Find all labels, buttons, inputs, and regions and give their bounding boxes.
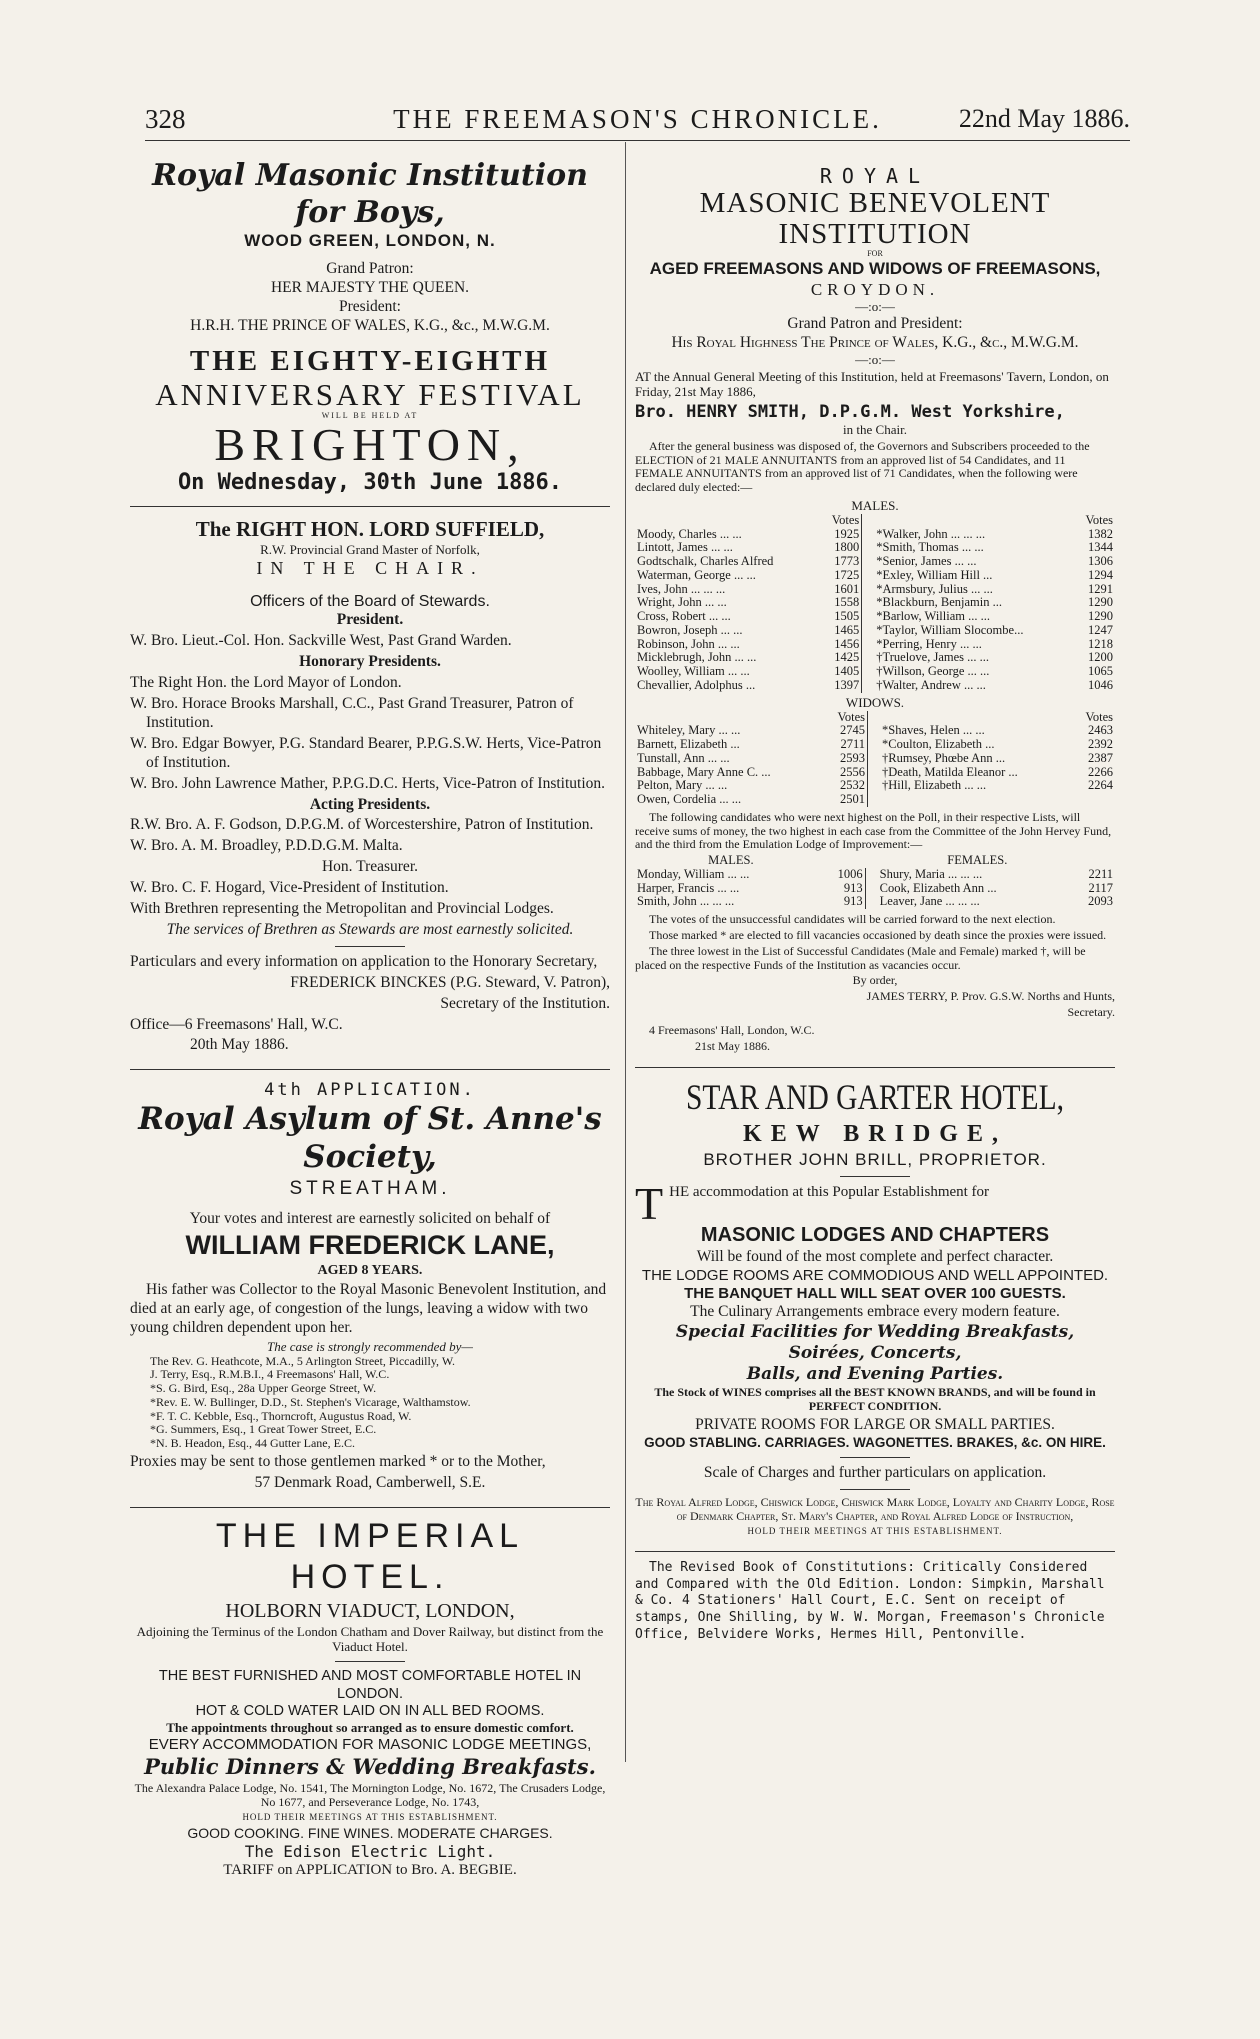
star-found: Will be found of the most complete and perfect character. bbox=[696, 1247, 1054, 1265]
candidate-name: Ives, John ... ... ... bbox=[637, 581, 726, 596]
star-scale: Scale of Charges and further particulars on application. bbox=[703, 1464, 1047, 1482]
president-entry: W. Bro. Lieut.-Col. Hon. Sackville West, Past Grand Warden. bbox=[130, 632, 512, 650]
recommender: *S. G. Bird, Esq., 28a Upper George Street, W. bbox=[150, 1381, 377, 1396]
signer-name: JAMES TERRY, P. Prov. G.S.W. Norths and Hunts, bbox=[866, 989, 1115, 1004]
candidate-name: *Barlow, William ... ... bbox=[876, 609, 991, 624]
boys-location: WOOD GREEN, LONDON, N. bbox=[244, 231, 496, 251]
particulars: Particulars and every information on application to the Honorary Secretary, bbox=[130, 952, 598, 970]
candidate-name: *Blackburn, Benjamin ... bbox=[876, 595, 1002, 610]
candidate-votes: 1558 bbox=[834, 595, 860, 610]
asylum-title: Royal Asylum of St. Anne's Society, bbox=[138, 1101, 602, 1175]
grand-patron-label: Grand Patron: bbox=[326, 259, 414, 277]
table-row bbox=[635, 555, 1115, 569]
royal-heading: ROYAL bbox=[819, 164, 931, 188]
will-be-held: WILL BE HELD AT bbox=[321, 411, 419, 421]
president-label: President: bbox=[339, 297, 401, 315]
lowest-note: The three lowest in the List of Successful Candidates (Male and Female) marked †, will be placed on the respective Funds of the Institution as vacancies occur. bbox=[635, 943, 1086, 972]
drop-cap: T bbox=[635, 1178, 664, 1230]
boys-title: Royal Masonic Institution for Boys, bbox=[152, 158, 588, 230]
candidate-name: Robinson, John ... ... bbox=[637, 636, 740, 651]
candidate-name: Wright, John ... ... bbox=[637, 595, 727, 610]
marked-note: Those marked * are elected to fill vacancies occasioned by death since the proxies were issued. bbox=[649, 927, 1107, 942]
table-row bbox=[635, 610, 1115, 624]
meeting-notice: AT the Annual General Meeting of this Institution, held at Freemasons' Tavern, London, on Friday, 21st May 1886, bbox=[635, 369, 1109, 400]
table-row bbox=[635, 596, 1115, 610]
unsuccessful-note: The votes of the unsuccessful candidates will be carried forward to the next election. bbox=[649, 912, 1056, 927]
candidate-votes: 2556 bbox=[840, 764, 866, 779]
candidate-name: *Taylor, William Slocombe... bbox=[876, 622, 1024, 637]
festival-line2: ANNIVERSARY FESTIVAL bbox=[155, 376, 585, 412]
star-lodges-list: The Royal Alfred Lodge, Chiswick Lodge, Chiswick Mark Lodge, Loyalty and Charity Lodge, Rose of Denmark Chapter, St. Mary's Chapter, and Royal Alfred Lodge of Instruction, bbox=[635, 1495, 1115, 1523]
candidate-votes: 2117 bbox=[1088, 880, 1113, 895]
benevolent-institution-ad bbox=[635, 164, 1115, 1053]
festival-place: BRIGHTON, bbox=[214, 419, 526, 471]
benevolent-for: FOR bbox=[867, 249, 883, 259]
table-header bbox=[635, 514, 1115, 528]
imperial-accommodation: EVERY ACCOMMODATION FOR MASONIC LODGE MEETINGS, bbox=[148, 1736, 592, 1754]
imperial-best: THE BEST FURNISHED AND MOST COMFORTABLE HOTEL IN LONDON. bbox=[158, 1668, 582, 1702]
candidate-votes: 1306 bbox=[1088, 554, 1113, 569]
benevolent-patron: His Royal Highness The Prince of Wales, K.G., &c., M.W.G.M. bbox=[671, 334, 1079, 352]
recommended-by: The case is strongly recommended by— bbox=[267, 1338, 473, 1354]
candidate-name: †Hill, Elizabeth ... ... bbox=[882, 778, 987, 793]
divider bbox=[335, 946, 405, 947]
candidate-votes: 1925 bbox=[834, 526, 860, 541]
candidate-name: Cook, Elizabeth Ann ... bbox=[879, 880, 997, 895]
females-label: FEMALES. bbox=[947, 853, 1008, 868]
recommender: *N. B. Headon, Esq., 44 Gutter Lane, E.C. bbox=[150, 1436, 355, 1451]
star-lodges-meetings: HOLD THEIR MEETINGS AT THIS ESTABLISHMENT. bbox=[747, 1525, 1003, 1536]
table-row bbox=[635, 583, 1115, 597]
candidate-name: Godtschalk, Charles Alfred bbox=[637, 554, 774, 569]
candidate-age: AGED 8 YEARS. bbox=[317, 1262, 423, 1278]
candidate-name: Barnett, Elizabeth ... bbox=[637, 737, 740, 752]
divider-ornament: —:o:— bbox=[855, 352, 895, 368]
table-row bbox=[635, 793, 1115, 807]
treasurer-heading: Hon. Treasurer. bbox=[321, 858, 418, 876]
males-label: MALES. bbox=[708, 853, 754, 868]
candidate-name: *Shaves, Helen ... ... bbox=[882, 723, 985, 738]
application-number: 4th APPLICATION. bbox=[264, 1080, 476, 1101]
table-row bbox=[635, 679, 1115, 693]
candidate-votes: 1247 bbox=[1088, 622, 1113, 637]
divider bbox=[635, 1551, 1115, 1552]
divider bbox=[840, 1489, 910, 1490]
hon-president: W. Bro. John Lawrence Mather, P.P.G.D.C. Herts, Vice-Patron of Institution. bbox=[130, 774, 606, 792]
imperial-location: HOLBORN VIADUCT, LONDON, bbox=[225, 1599, 515, 1622]
candidate-name: Cross, Robert ... ... bbox=[637, 609, 731, 624]
boys-institution-ad bbox=[130, 158, 610, 1055]
chair-title: R.W. Provincial Grand Master of Norfolk, bbox=[260, 541, 480, 557]
candidate-votes: 1291 bbox=[1088, 581, 1113, 596]
asylum-intro: Your votes and interest are earnestly solicited on behalf of bbox=[189, 1209, 551, 1227]
benevolent-title: MASONIC BENEVOLENT INSTITUTION bbox=[699, 187, 1051, 250]
left-column bbox=[130, 150, 610, 1879]
festival-date: On Wednesday, 30th June 1886. bbox=[177, 469, 563, 495]
recommender: The Rev. G. Heathcote, M.A., 5 Arlington Street, Piccadilly, W. bbox=[150, 1353, 456, 1368]
candidate-votes: 1200 bbox=[1088, 650, 1113, 665]
candidate-name: *Walker, John ... ... ... bbox=[876, 526, 986, 541]
table-row bbox=[635, 895, 1115, 909]
imperial-dinners: Public Dinners & Wedding Breakfasts. bbox=[144, 1754, 596, 1780]
males-heading: MALES. bbox=[851, 497, 899, 513]
candidate-name: Leaver, Jane ... ... ... bbox=[879, 894, 980, 909]
star-accommodation-text: HE accommodation at this Popular Establishment for bbox=[669, 1184, 990, 1201]
by-order: By order, bbox=[852, 973, 898, 988]
candidate-votes: 1344 bbox=[1088, 540, 1113, 555]
imperial-light: The Edison Electric Light. bbox=[244, 1841, 496, 1861]
grand-patron: HER MAJESTY THE QUEEN. bbox=[270, 278, 470, 296]
benevolent-in-chair: in the Chair. bbox=[843, 421, 907, 437]
star-private: PRIVATE ROOMS FOR LARGE OR SMALL PARTIES. bbox=[695, 1415, 1055, 1433]
candidate-name: †Walter, Andrew ... ... bbox=[876, 677, 986, 692]
star-accommodation bbox=[635, 1178, 1115, 1230]
table-row bbox=[635, 766, 1115, 780]
candidate-votes: 1218 bbox=[1088, 636, 1113, 651]
star-proprietor: BROTHER JOHN BRILL, PROPRIETOR. bbox=[703, 1149, 1047, 1169]
candidate-story: His father was Collector to the Royal Masonic Benevolent Institution, and died at an early age, of congestion of the lungs, leaving a widow with two young children dependent upon her. bbox=[130, 1280, 607, 1336]
star-balls: Balls, and Evening Parties. bbox=[746, 1363, 1004, 1384]
candidate-name: WILLIAM FREDERICK LANE, bbox=[185, 1229, 555, 1260]
recommenders-list bbox=[130, 1355, 610, 1452]
imperial-cooking: GOOD COOKING. FINE WINES. MODERATE CHARGES. bbox=[187, 1824, 553, 1841]
males-table bbox=[635, 514, 1115, 693]
brethren-note: With Brethren representing the Metropolitan and Provincial Lodges. bbox=[130, 900, 554, 918]
star-rooms: THE LODGE ROOMS ARE COMMODIOUS AND WELL APPOINTED. bbox=[641, 1266, 1109, 1284]
candidate-name: *Armsbury, Julius ... ... bbox=[876, 581, 993, 596]
office-address: Office—6 Freemasons' Hall, W.C. bbox=[130, 1015, 343, 1033]
divider bbox=[840, 1457, 910, 1458]
candidate-name: †Truelove, James ... ... bbox=[876, 650, 990, 665]
divider bbox=[130, 1069, 610, 1070]
president-name: H.R.H. THE PRINCE OF WALES, K.G., &c., M.W.G.M. bbox=[190, 316, 550, 334]
candidate-votes: 2593 bbox=[840, 750, 866, 765]
candidate-votes: 1725 bbox=[834, 567, 860, 582]
candidate-votes: 913 bbox=[843, 894, 863, 909]
candidate-votes: 2532 bbox=[840, 778, 866, 793]
acting-president: W. Bro. A. M. Broadley, P.D.D.G.M. Malta. bbox=[130, 837, 403, 855]
hon-president: W. Bro. Edgar Bowyer, P.G. Standard Bearer, P.P.G.S.W. Herts, Vice-Patron of Institution. bbox=[130, 734, 602, 771]
candidate-name: †Willson, George ... ... bbox=[876, 664, 990, 679]
table-row bbox=[635, 528, 1115, 542]
candidate-name: Bowron, Joseph ... ... bbox=[637, 622, 743, 637]
candidate-votes: 1800 bbox=[834, 540, 860, 555]
benevolent-subtitle: AGED FREEMASONS AND WIDOWS OF FREEMASONS, bbox=[649, 259, 1101, 279]
office-date: 20th May 1886. bbox=[190, 1036, 289, 1054]
table-row bbox=[635, 569, 1115, 583]
star-wines: The Stock of WINES comprises all the BEST KNOWN BRANDS, and will be found in PERFECT CONDITION. bbox=[654, 1385, 1096, 1414]
star-lodges: MASONIC LODGES AND CHAPTERS bbox=[700, 1224, 1050, 1247]
candidate-name: Smith, John ... ... ... bbox=[637, 894, 735, 909]
hon-presidents-heading: Honorary Presidents. bbox=[299, 653, 441, 671]
acting-president: R.W. Bro. A. F. Godson, D.P.G.M. of Worcestershire, Patron of Institution. bbox=[130, 816, 594, 834]
imperial-appointments: The appointments throughout so arranged as to ensure domestic comfort. bbox=[166, 1720, 574, 1736]
candidate-name: Shury, Maria ... ... ... bbox=[879, 866, 983, 881]
star-banquet: THE BANQUET HALL WILL SEAT OVER 100 GUESTS. bbox=[684, 1284, 1066, 1302]
divider bbox=[130, 1507, 610, 1508]
candidate-name: Waterman, George ... ... bbox=[637, 567, 756, 582]
candidate-votes: 1046 bbox=[1088, 677, 1113, 692]
benevolent-patron-label: Grand Patron and President: bbox=[787, 315, 963, 333]
star-garter-ad bbox=[635, 1076, 1115, 1536]
divider bbox=[130, 506, 610, 507]
recommender: *F. T. C. Kebble, Esq., Thorncroft, Augustus Road, W. bbox=[150, 1408, 412, 1423]
candidate-votes: 1065 bbox=[1088, 664, 1113, 679]
president-heading: President. bbox=[336, 611, 404, 629]
candidate-votes: 1382 bbox=[1088, 526, 1113, 541]
candidate-votes: 1601 bbox=[834, 581, 860, 596]
benevolent-address: 4 Freemasons' Hall, London, W.C. bbox=[649, 1022, 815, 1037]
candidate-name: *Senior, James ... ... bbox=[876, 554, 977, 569]
candidate-votes: 913 bbox=[843, 880, 863, 895]
divider bbox=[635, 1067, 1115, 1068]
imperial-lodges: The Alexandra Palace Lodge, No. 1541, The Mornington Lodge, No. 1672, The Crusaders Lodge, No 1677, and Perseverance Lodge, No. 1743, bbox=[134, 1781, 606, 1809]
star-place: KEW BRIDGE, bbox=[743, 1121, 1007, 1148]
candidate-votes: 2093 bbox=[1088, 894, 1113, 909]
imperial-tariff: TARIFF on APPLICATION to Bro. A. BEGBIE. bbox=[223, 1862, 517, 1879]
divider-ornament: —:o:— bbox=[855, 299, 895, 315]
right-column bbox=[635, 150, 1115, 1646]
candidate-name: Whiteley, Mary ... ... bbox=[637, 723, 741, 738]
votes-label: Votes bbox=[1085, 512, 1113, 527]
issue-date: 22nd May 1886. bbox=[958, 104, 1130, 133]
imperial-adjoining: Adjoining the Terminus of the London Chatham and Dover Railway, but distinct from the Viaduct Hotel. bbox=[136, 1624, 604, 1655]
candidate-votes: 2745 bbox=[840, 723, 866, 738]
candidate-name: Moody, Charles ... ... bbox=[637, 526, 742, 541]
candidate-name: Lintott, James ... ... bbox=[637, 540, 733, 555]
signer-title: Secretary. bbox=[1067, 1004, 1115, 1019]
candidate-votes: 1773 bbox=[834, 554, 860, 569]
candidate-votes: 2711 bbox=[840, 737, 866, 752]
candidate-votes: 1405 bbox=[834, 664, 860, 679]
candidate-votes: 1006 bbox=[837, 866, 863, 881]
candidate-name: Monday, William ... ... bbox=[637, 866, 750, 881]
next-highest-table bbox=[635, 854, 1115, 909]
imperial-hotel-ad bbox=[130, 1516, 610, 1880]
acting-heading: Acting Presidents. bbox=[309, 795, 431, 813]
table-row bbox=[635, 651, 1115, 665]
next-highest-note: The following candidates who were next highest on the Poll, in their respective Lists, will receive sums of money, the two highest in each case from the Committee of the John Hervey Fund, and the third from the Emulation Lodge of Improvement:— bbox=[635, 809, 1112, 852]
recommender: *Rev. E. W. Bullinger, D.D., St. Stephen's Vicarage, Walthamstow. bbox=[150, 1394, 471, 1409]
candidate-name: Owen, Cordelia ... ... bbox=[637, 792, 742, 807]
star-culinary: The Culinary Arrangements embrace every modern feature. bbox=[690, 1303, 1060, 1321]
widows-heading: WIDOWS. bbox=[845, 694, 905, 710]
table-row bbox=[635, 779, 1115, 793]
candidate-votes: 2392 bbox=[1088, 737, 1113, 752]
recommender: *G. Summers, Esq., 1 Great Tower Street, E.C. bbox=[150, 1422, 377, 1437]
table-row bbox=[635, 738, 1115, 752]
hon-president: W. Bro. Horace Brooks Marshall, C.C., Past Grand Treasurer, Patron of Institution. bbox=[130, 694, 574, 731]
newspaper-title: THE FREEMASON'S CHRONICLE. bbox=[393, 104, 882, 134]
votes-label: Votes bbox=[1085, 709, 1113, 724]
table-row bbox=[635, 882, 1115, 896]
officers-heading: Officers of the Board of Stewards. bbox=[250, 592, 490, 610]
hon-president: The Right Hon. the Lord Mayor of London. bbox=[130, 674, 402, 692]
candidate-votes: 1425 bbox=[834, 650, 860, 665]
candidate-name: Tunstall, Ann ... ... bbox=[637, 750, 730, 765]
candidate-votes: 1290 bbox=[1088, 609, 1113, 624]
divider bbox=[840, 1176, 910, 1177]
table-header bbox=[635, 711, 1115, 725]
candidate-name: Babbage, Mary Anne C. ... bbox=[637, 764, 771, 779]
candidate-votes: 1505 bbox=[834, 609, 860, 624]
candidate-name: *Smith, Thomas ... ... bbox=[876, 540, 984, 555]
candidate-votes: 1294 bbox=[1088, 567, 1113, 582]
candidate-votes: 1465 bbox=[834, 622, 860, 637]
candidate-name: Harper, Francis ... ... bbox=[637, 880, 740, 895]
asylum-ad bbox=[130, 1080, 610, 1493]
candidate-name: Chevallier, Adolphus ... bbox=[637, 677, 756, 692]
table-header bbox=[635, 854, 1115, 868]
votes-label: Votes bbox=[831, 512, 860, 527]
candidate-name: *Exley, William Hill ... bbox=[876, 567, 993, 582]
widows-table bbox=[635, 711, 1115, 807]
imperial-water: HOT & COLD WATER LAID ON IN ALL BED ROOMS. bbox=[195, 1703, 545, 1720]
candidate-votes: 2266 bbox=[1088, 764, 1113, 779]
election-business: After the general business was disposed of, the Governors and Subscribers proceeded to the ELECTION of 21 MALE ANNUITANTS from an approved list of 54 Candidates, and 11 FEMALE ANNUITANTS from an approved list of 71 Candidates, when the following were declared duly elected:— bbox=[635, 438, 1090, 495]
star-title: STAR AND GARTER HOTEL, bbox=[686, 1077, 1064, 1118]
candidate-votes: 2387 bbox=[1088, 750, 1113, 765]
chair-name: The RIGHT HON. LORD SUFFIELD, bbox=[195, 517, 545, 542]
candidate-votes: 2264 bbox=[1088, 778, 1113, 793]
mother-address: 57 Denmark Road, Camberwell, S.E. bbox=[254, 1473, 486, 1491]
column-divider bbox=[625, 142, 626, 1762]
table-row bbox=[635, 665, 1115, 679]
star-facilities: Special Facilities for Wedding Breakfasts, Soirées, Concerts, bbox=[675, 1322, 1075, 1363]
page-number: 328 bbox=[145, 104, 186, 134]
asylum-location: STREATHAM. bbox=[289, 1177, 451, 1199]
candidate-votes: 1456 bbox=[834, 636, 860, 651]
candidate-votes: 1290 bbox=[1088, 595, 1113, 610]
candidate-name: Micklebrugh, John ... ... bbox=[637, 650, 757, 665]
festival-line1: THE EIGHTY-EIGHTH bbox=[189, 344, 551, 377]
secretary-title: Secretary of the Institution. bbox=[440, 994, 610, 1012]
services-note: The services of Brethren as Stewards are most earnestly solicited. bbox=[166, 920, 574, 938]
benevolent-date: 21st May 1886. bbox=[695, 1038, 770, 1053]
table-row bbox=[635, 724, 1115, 738]
imperial-title: THE IMPERIAL HOTEL. bbox=[215, 1516, 525, 1597]
imperial-lodges-meetings: HOLD THEIR MEETINGS AT THIS ESTABLISHMENT. bbox=[242, 1811, 498, 1822]
table-row bbox=[635, 638, 1115, 652]
benevolent-place: CROYDON. bbox=[810, 279, 940, 299]
candidate-name: Woolley, William ... ... bbox=[637, 664, 750, 679]
candidate-votes: 1397 bbox=[834, 677, 860, 692]
constitutions-ad: The Revised Book of Constitutions: Critically Considered and Compared with the Old Edition. London: Simpkin, Marshall & Co. 4 Stationers' Hall Court, E.C. Sent on receipt of stamps, One Shilling, by W. W. Morgan, Freemason's Chronicle Office, Belvidere Works, Hermes Hill, Pentonville. bbox=[635, 1559, 1105, 1643]
table-row bbox=[635, 868, 1115, 882]
benevolent-chair: Bro. HENRY SMITH, D.P.G.M. West Yorkshire, bbox=[635, 402, 1065, 423]
votes-label: Votes bbox=[837, 709, 866, 724]
candidate-name: *Coulton, Elizabeth ... bbox=[882, 737, 995, 752]
candidate-name: †Death, Matilda Eleanor ... bbox=[882, 764, 1018, 779]
table-row bbox=[635, 624, 1115, 638]
divider bbox=[335, 1661, 405, 1662]
candidate-name: Pelton, Mary ... ... bbox=[637, 778, 728, 793]
in-chair: IN THE CHAIR. bbox=[256, 557, 484, 578]
recommender: J. Terry, Esq., R.M.B.I., 4 Freemasons' Hall, W.C. bbox=[150, 1367, 390, 1382]
page-header bbox=[145, 100, 1130, 141]
candidate-votes: 2463 bbox=[1088, 723, 1113, 738]
proxies-note: Proxies may be sent to those gentlemen marked * or to the Mother, bbox=[130, 1453, 546, 1471]
candidate-votes: 2211 bbox=[1088, 866, 1113, 881]
candidate-votes: 2501 bbox=[840, 792, 866, 807]
star-stabling: GOOD STABLING. CARRIAGES. WAGONETTES. BRAKES, &c. ON HIRE. bbox=[644, 1434, 1106, 1450]
candidate-name: *Perring, Henry ... ... bbox=[876, 636, 982, 651]
table-row bbox=[635, 541, 1115, 555]
candidate-name: †Rumsey, Phœbe Ann ... bbox=[882, 750, 1006, 765]
secretary-name: FREDERICK BINCKES (P.G. Steward, V. Patron), bbox=[290, 973, 610, 991]
treasurer: W. Bro. C. F. Hogard, Vice-President of Institution. bbox=[130, 879, 449, 897]
table-row bbox=[635, 752, 1115, 766]
